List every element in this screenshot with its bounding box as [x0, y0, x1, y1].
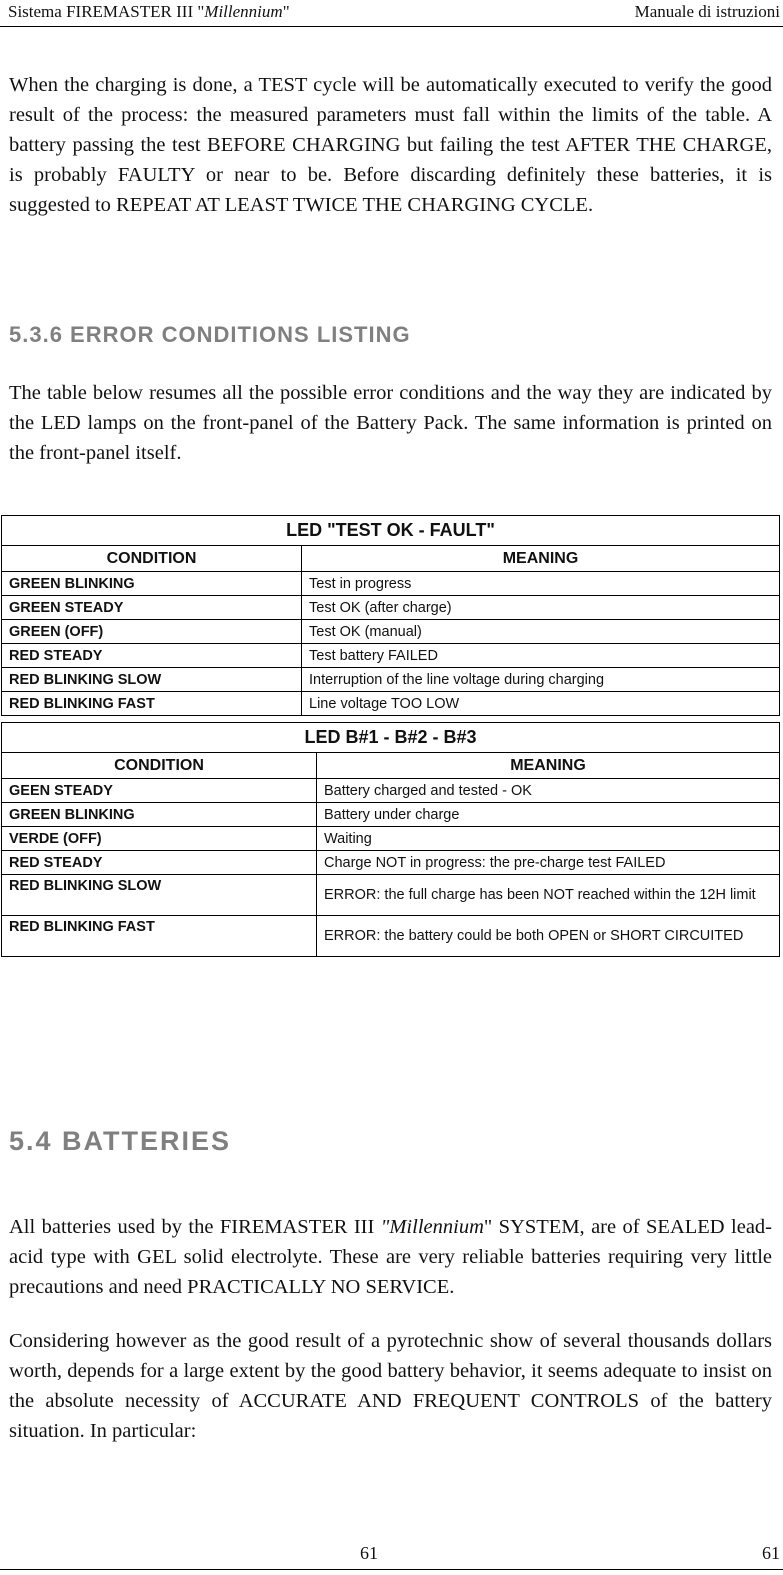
table-title: LED B#1 - B#2 - B#3	[2, 723, 780, 753]
section-heading-5-3-6: 5.3.6 ERROR CONDITIONS LISTING	[9, 322, 411, 347]
table-row: RED BLINKING FAST Line voltage TOO LOW	[2, 692, 780, 716]
page-header	[0, 0, 783, 27]
column-header-meaning: MEANING	[317, 753, 780, 779]
led-battery-table	[1, 722, 780, 957]
batteries-paragraph-2: Considering however as the good result of a pyrotechnic show of several thousands dollars worth, depends for a large extent by the good battery behavior, it seems adequate to insist on the absolute necessity of ACCURATE AND FREQUENT CONTROLS of the battery situation. In particular:	[9, 1330, 772, 1442]
batteries-paragraph-1: All batteries used by the FIREMASTER III "Millennium" SYSTEM, are of SEALED lead-acid type with GEL solid electrolyte. These are very reliable batteries requiring very little precautions and need PRACTICALLY NO SERVICE.	[9, 1216, 772, 1298]
table-row: GREEN BLINKING Battery under charge	[2, 803, 780, 827]
intro-paragraph: When the charging is done, a TEST cycle will be automatically executed to verify the good result of the process: the measured parameters must fall within the limits of the table. A battery passing the test BEFORE CHARGING but failing the test AFTER THE CHARGE, is probably FAULTY or near to be. Before discarding definitely these batteries, it is suggested to REPEAT AT LEAST TWICE THE CHARGING CYCLE.	[9, 74, 772, 216]
table-row: VERDE (OFF) Waiting	[2, 827, 780, 851]
table-row: RED STEADY Charge NOT in progress: the pre-charge test FAILED	[2, 851, 780, 875]
table-title: LED "TEST OK - FAULT"	[2, 516, 780, 546]
table-row: GREEN (OFF) Test OK (manual)	[2, 620, 780, 644]
page-footer	[0, 1543, 783, 1570]
section-heading-5-4: 5.4 BATTERIES	[9, 1126, 232, 1156]
table-row: RED BLINKING FAST ERROR: the battery could be both OPEN or SHORT CIRCUITED	[2, 916, 780, 957]
page-number-right: 61	[762, 1543, 780, 1563]
page-number-center: 61	[360, 1543, 378, 1563]
table-row: GEEN STEADY Battery charged and tested - OK	[2, 779, 780, 803]
column-header-condition: CONDITION	[2, 546, 302, 572]
column-header-meaning: MEANING	[302, 546, 780, 572]
table-row: RED BLINKING SLOW ERROR: the full charge has been NOT reached within the 12H limit	[2, 875, 780, 916]
table-row: GREEN STEADY Test OK (after charge)	[2, 596, 780, 620]
column-header-condition: CONDITION	[2, 753, 317, 779]
led-test-table	[1, 515, 780, 716]
section-5-3-6-paragraph: The table below resumes all the possible error conditions and the way they are indicated by the LED lamps on the front-panel of the Battery Pack. The same information is printed on the front-panel itself.	[9, 382, 772, 464]
table-row: RED BLINKING SLOW Interruption of the line voltage during charging	[2, 668, 780, 692]
table-row: RED STEADY Test battery FAILED	[2, 644, 780, 668]
document-title: Sistema FIREMASTER III "Millennium"	[8, 2, 290, 21]
table-row: GREEN BLINKING Test in progress	[2, 572, 780, 596]
manual-label: Manuale di istruzioni	[634, 2, 780, 21]
